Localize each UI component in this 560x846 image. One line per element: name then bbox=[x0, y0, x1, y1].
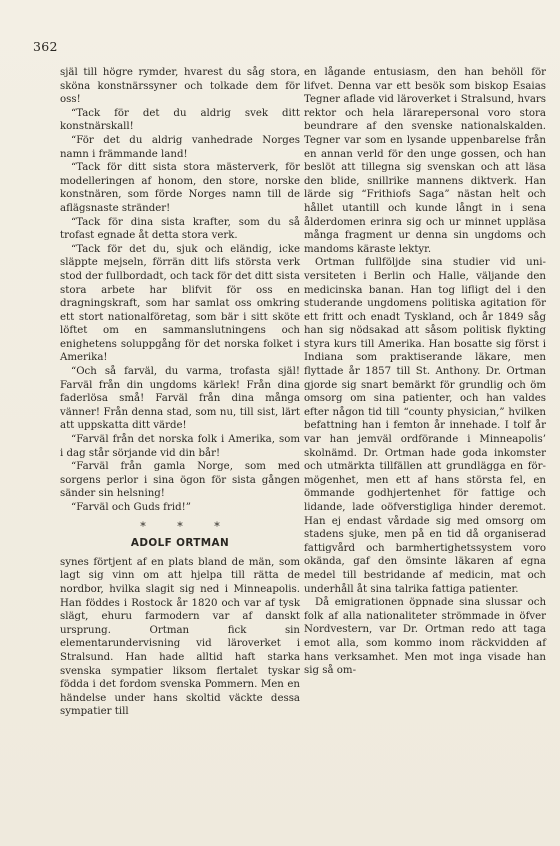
right-column bbox=[304, 66, 546, 678]
paragraph: “Farväl och Guds frid!” bbox=[71, 502, 191, 513]
paragraph: en lågande entusiasm, den han behöll för lifvet. Denna var ett besök som biskop Esaias Tegner aflade vid läroverket i Stralsund, hvars rektor och hela lärarepersonal voro stora beundrare af den svenske nationalskalden. Tegner var som en lysande uppenbarelse från en annan verld för den unge gossen, och han beslöt att tillegna sig svenskan och att läsa den blide, snillrike mannens diktverk. Han lärde sig “Frithiofs Saga” nästan helt och hållet utantill och kunde långt in i sena ålderdomen erinra sig och ur minnet uppläsa många fragment ur denna sin ungdoms och mandoms käraste lektyr. bbox=[304, 67, 546, 255]
paragraph: “Farväl från gamla Norge, som med sorgens perlor i sina ögon för sista gången sänder sin helsning! bbox=[60, 461, 300, 500]
paragraph: synes förtjent af en plats bland de män, som lagt sig vinn om att hjelpa till rätta de nordbor, hvilka slagit sig ned i Minneapolis. Han föddes i Rostock år 1820 och var af tysk slägt, ehuru farmodern var af danskt ursprung. Ortman fick sin elementarundervisning vid läroverket i Stralsund. Han hade alltid haft starka svenska sympatier liksom flertalet tyskar födda i det fordom svenska Pommern. Men en händelse under hans skoltid väckte dessa sympatier till bbox=[60, 556, 300, 718]
paragraph: “Tack för det du aldrig svek ditt konstnärskall! bbox=[60, 107, 300, 133]
paragraph: “Och så farväl, du varma, trofasta själ! Farväl från din ungdoms kärlek! Från dina faderlösa små! Farväl från dina många vänner! Från denna stad, som nu, till sist, lärt att uppskatta ditt värde! bbox=[60, 366, 300, 432]
paragraph: “För det du aldrig vanhedrade Norges namn i främmande land! bbox=[60, 134, 300, 160]
paragraph: själ till högre rymder, hvarest du såg stora, sköna konstnärssyner och tolkade dem för oss! bbox=[60, 67, 300, 106]
left-column bbox=[60, 66, 300, 719]
paragraph: “Tack för dina sista krafter, som du så trofast egnade åt detta stora verk. bbox=[60, 216, 300, 242]
section-heading: ADOLF ORTMAN bbox=[130, 537, 230, 550]
paragraph: Då emigrationen öppnade sina slussar och folk af alla nationaliteter strömmade in öfver Nordvestern, var Dr. Ortman redo att taga emot alla, som kommo inom räckvidden af hans verksamhet. Men mot inga visade han sig så om- bbox=[304, 597, 546, 677]
paragraph: “Tack för det du, sjuk och eländig, icke släppte mejseln, förrän ditt lifs största verk stod der fullbordadt, och tack för det ditt sista stora arbete har blifvit för oss en dragningskraft, som har samlat oss omkring ett stort nationalföretag, som bär i sitt sköte löftet om en sammanslutningens och enighetens soluppgång för det norska folket i Amerika! bbox=[60, 243, 300, 364]
section-separator: * * * bbox=[140, 519, 234, 533]
page-number: 362 bbox=[33, 39, 58, 54]
paragraph: “Tack för ditt sista stora mästerverk, för modelleringen af honom, den store, norske konstnären, som förde Norges namn till de aflägsnaste stränder! bbox=[60, 162, 300, 214]
paragraph: “Farväl från det norska folk i Amerika, som i dag står sörjande vid din bår! bbox=[60, 434, 300, 459]
paragraph: Ortman fullföljde sina studier vid universiteten i Berlin och Halle, väljande den medicinska banan. Han tog lifligt del i den studerande ungdomens politiska agitation för ett fritt och enadt Tyskland, och år 1849 såg han sig nödsakad att såsom politisk flykting styra kurs till Amerika. Han bosatte sig först i Indiana som praktiserande läkare, men flyttade år 1857 till St. Anthony. Dr. Ortman gjorde sig snart bemärkt för grundlig och öm omsorg om sina patienter, och han valdes efter någon tid till “county physician,” hvilken befattning han i femton år innehade. I tolf år var han jemväl ordförande i Minneapolis’ skolnämd. Dr. Ortman hade goda inkomster och utmärkta tillfällen att grundlägga en förmögenhet, men ett af hans största fel, en ömmande godhjertenhet för fattige och lidande, lade oöfverstigliga hinder deremot. Han ej endast vårdade sig med omsorg om stadens sjuke, men på en tid då organiserad fattigvård och barmhertighetssystem voro okända, gaf den ömsinte läkaren af egna medel till bestridande af medicin, mat och underhåll åt sina talrika fattiga patienter. bbox=[304, 257, 546, 595]
